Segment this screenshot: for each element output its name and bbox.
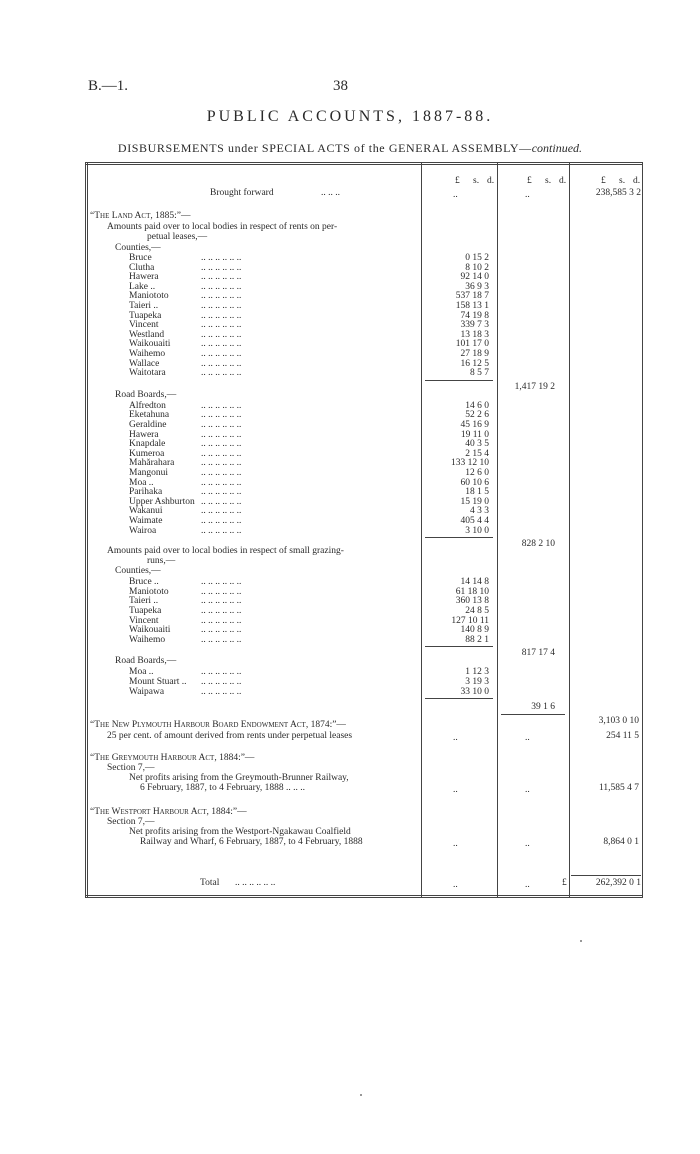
road-board-amount: 4 3 3 (470, 506, 489, 517)
leader-dots: .. .. .. .. .. .. (201, 320, 242, 331)
leader-dots: .. .. .. .. .. .. (201, 410, 242, 421)
grazing-road-board-amount: 33 10 0 (460, 686, 489, 697)
grazing-county-name: Bruce .. (129, 577, 159, 588)
disbursements-table (85, 162, 643, 898)
leader-dots: .. .. .. .. .. .. (201, 606, 242, 616)
total-currency-symbol: £ (562, 878, 567, 888)
total-dots: .. .. .. .. .. .. (235, 878, 276, 888)
county-name: Clutha (129, 262, 155, 273)
grazing-road-board-name: Waipawa (129, 686, 165, 697)
county-amount: 101 17 0 (455, 339, 489, 350)
leader-dots: .. .. .. .. .. .. (201, 577, 242, 588)
grazing-counties-label: Counties,— (115, 566, 161, 577)
leader-dots: .. .. .. .. .. .. (201, 349, 242, 359)
county-name: Hawera (129, 272, 159, 283)
grazing-road-board-amount: 3 19 3 (465, 677, 489, 687)
grazing-county-name: Tuapeka (129, 606, 162, 616)
road-board-name: Hawera (129, 429, 159, 440)
road-board-name: Eketahuna (129, 410, 170, 421)
leader-dots: .. .. .. .. .. .. (201, 487, 242, 498)
leader-dots: .. .. .. .. .. .. (201, 368, 242, 379)
leader-dots: .. .. .. .. .. .. (201, 400, 242, 411)
grazing-county-amount: 88 2 1 (465, 634, 489, 645)
leader-dots: .. .. .. .. .. .. (201, 262, 242, 273)
grazing-county-amount: 24 8 5 (465, 606, 489, 616)
subtotal-rule (425, 537, 493, 538)
road-board-name: Geraldine (129, 420, 167, 430)
leader-dots: .. .. .. .. .. .. (201, 468, 242, 478)
page-reference: B.—1. (88, 78, 129, 94)
table-right-border (642, 162, 643, 898)
leader-dots: .. .. .. .. .. .. (201, 291, 242, 302)
grand-total: 262,392 0 1 (595, 878, 641, 888)
brought-forward-col1: .. (453, 190, 458, 200)
county-amount: 74 19 8 (460, 310, 489, 321)
leader-dots: .. .. .. .. .. .. (201, 448, 242, 459)
road-board-amount: 60 10 6 (460, 477, 489, 488)
leader-dots: .. .. .. .. .. .. (201, 677, 242, 687)
column-header-pence: d. (633, 176, 641, 186)
column-header-pence: d. (487, 176, 495, 186)
greymouth-period: 6 February, 1887, to 4 February, 1888 .. .. .. (140, 783, 305, 794)
column-header-pounds: £ (601, 176, 606, 186)
leader-dots: .. .. .. .. .. .. (201, 329, 242, 340)
county-amount: 339 7 3 (460, 320, 489, 331)
greymouth-amount: 11,585 4 7 (598, 783, 639, 794)
subtitle-continued: continued. (531, 141, 583, 155)
westport-period: Railway and Wharf, 6 February, 1887, to 4 February, 1888 (140, 837, 363, 848)
westport-amount: 8,864 0 1 (603, 837, 639, 848)
leader-dots: .. .. .. .. .. .. (201, 281, 242, 292)
leader-dots: .. .. .. .. .. .. (201, 253, 242, 263)
county-amount: 8 10 2 (465, 262, 489, 273)
county-amount: 13 18 3 (460, 329, 489, 340)
counties-subtotal: 1,417 19 2 (514, 381, 555, 392)
column-header-pounds: £ (527, 176, 532, 186)
grazing-road-board-amount: 1 12 3 (465, 667, 489, 678)
land-act-total: 3,103 0 10 (598, 716, 639, 727)
total-col2: .. (525, 880, 530, 890)
leader-dots: .. .. .. .. .. .. (201, 339, 242, 350)
road-board-amount: 52 2 6 (465, 410, 489, 421)
road-board-amount: 19 11 0 (460, 429, 489, 440)
grazing-description: Amounts paid over to local bodies in respect of small grazing- (107, 546, 344, 557)
grazing-county-amount: 140 8 9 (460, 625, 489, 636)
brought-forward-label: Brought forward (210, 188, 274, 198)
county-name: Maniototo (129, 291, 169, 302)
leader-dots: .. .. .. .. .. .. (201, 667, 242, 678)
column-header-shillings: s. (619, 176, 626, 186)
road-board-amount: 405 4 4 (460, 516, 489, 526)
county-amount: 537 18 7 (455, 291, 489, 302)
grazing-county-name: Maniototo (129, 586, 169, 597)
grazing-road-boards-label: Road Boards,— (115, 656, 177, 667)
leader-dots: .. .. .. .. .. .. (201, 439, 242, 450)
leader-dots: .. .. .. .. .. .. (201, 586, 242, 597)
total-rule (571, 875, 641, 876)
subtitle-main: DISBURSEMENTS under SPECIAL ACTS of the GENERAL ASSEMBLY— (117, 141, 532, 155)
leader-dots: .. .. .. .. .. .. (201, 420, 242, 430)
total-col1: .. (453, 880, 458, 890)
grazing-county-name: Waikouaiti (129, 625, 171, 636)
subtotal-rule (425, 380, 493, 381)
column-header-pence: d. (559, 176, 567, 186)
column-header-shillings: s. (473, 176, 480, 186)
leader-dots: .. .. .. .. .. .. (201, 506, 242, 517)
leader-dots: .. .. .. .. .. .. (201, 615, 242, 626)
brought-forward-total: 238,585 3 2 (595, 188, 641, 198)
brought-forward-dots: .. .. .. (321, 188, 340, 198)
grazing-road-boards-subtotal: 39 1 6 (531, 702, 555, 713)
road-board-amount: 133 12 10 (451, 458, 489, 469)
county-amount: 8 5 7 (470, 368, 489, 379)
grazing-road-board-name: Moa .. (129, 667, 154, 678)
page-subtitle (0, 141, 700, 156)
leader-dots: .. .. .. .. .. .. (201, 516, 242, 526)
road-boards-label: Road Boards,— (115, 389, 177, 400)
page-number: 38 (333, 78, 348, 94)
new-plymouth-col2: .. (525, 733, 530, 744)
leader-dots: .. .. .. .. .. .. (201, 634, 242, 645)
westport-col1: .. (453, 839, 458, 850)
county-amount: 16 12 5 (460, 358, 489, 369)
road-boards-subtotal: 828 2 10 (521, 539, 555, 550)
county-name: Lake .. (129, 281, 156, 292)
grazing-county-name: Vincent (129, 615, 159, 626)
table-left-border-inner (87, 162, 88, 898)
total-label: Total (200, 878, 220, 888)
road-board-name: Parihaka (129, 487, 163, 498)
road-board-name: Mangonui (129, 468, 169, 478)
subtotal-rule (425, 646, 493, 647)
westport-col2: .. (525, 839, 530, 850)
road-board-amount: 12 6 0 (465, 468, 489, 478)
county-name: Tuapeka (129, 310, 162, 321)
leader-dots: .. .. .. .. .. .. (201, 301, 242, 311)
county-name: Waihemo (129, 349, 166, 359)
road-board-name: Wairoa (129, 525, 157, 536)
county-name: Waikouaiti (129, 339, 171, 350)
leader-dots: .. .. .. .. .. .. (201, 625, 242, 636)
road-board-name: Alfredton (129, 400, 166, 411)
scan-speck (360, 1094, 362, 1096)
county-amount: 0 15 2 (465, 253, 489, 263)
grazing-road-board-name: Mount Stuart .. (129, 677, 187, 687)
column-rule (497, 162, 498, 898)
greymouth-description: Net profits arising from the Greymouth-Brunner Railway, (129, 773, 349, 784)
new-plymouth-description: 25 per cent. of amount derived from rents under perpetual leases (107, 731, 353, 742)
grazing-county-name: Taieri .. (129, 596, 159, 607)
leader-dots: .. .. .. .. .. .. (201, 272, 242, 283)
county-name: Bruce (129, 253, 152, 263)
grazing-county-amount: 14 14 8 (460, 577, 489, 588)
leader-dots: .. .. .. .. .. .. (201, 358, 242, 369)
land-act-heading: “The Land Act, 1885:”— (90, 211, 191, 221)
table-top-border (85, 162, 643, 163)
road-board-name: Knapdale (129, 439, 166, 450)
county-name: Westland (129, 329, 165, 340)
westport-section: Section 7,— (107, 817, 155, 828)
county-name: Waitotara (129, 368, 166, 379)
road-board-name: Upper Ashburton (129, 496, 195, 507)
grazing-county-amount: 360 13 8 (455, 596, 489, 607)
leader-dots: .. .. .. .. .. .. (201, 496, 242, 507)
grazing-counties-subtotal: 817 17 4 (521, 648, 555, 659)
leader-dots: .. .. .. .. .. .. (201, 477, 242, 488)
westport-heading: “The Westport Harbour Act, 1884:”— (90, 807, 247, 818)
page-title: PUBLIC ACCOUNTS, 1887-88. (206, 108, 494, 125)
county-name: Vincent (129, 320, 159, 331)
land-act-description-cont: petual leases,— (147, 232, 208, 242)
road-board-name: Wakanui (129, 506, 163, 517)
new-plymouth-heading: “The New Plymouth Harbour Board Endowment Act, 1874:”— (90, 720, 346, 731)
leader-dots: .. .. .. .. .. .. (201, 525, 242, 536)
road-board-name: Mahărahara (129, 458, 175, 469)
road-board-name: Kumeroa (129, 448, 165, 459)
road-board-amount: 15 19 0 (460, 496, 489, 507)
county-amount: 158 13 1 (455, 301, 489, 311)
table-left-border (85, 162, 86, 898)
greymouth-col1: .. (453, 785, 458, 796)
road-board-amount: 18 1 5 (465, 487, 489, 498)
new-plymouth-col1: .. (453, 733, 458, 744)
table-bottom-border-inner (85, 895, 643, 896)
table-top-border-inner (85, 164, 643, 165)
scan-speck (580, 940, 582, 942)
leader-dots: .. .. .. .. .. .. (201, 596, 242, 607)
column-rule (569, 162, 570, 898)
brought-forward-col2: .. (525, 190, 530, 200)
road-board-name: Moa .. (129, 477, 154, 488)
road-board-amount: 2 15 4 (465, 448, 489, 459)
county-name: Wallace (129, 358, 160, 369)
grazing-county-amount: 61 18 10 (455, 586, 489, 597)
leader-dots: .. .. .. .. .. .. (201, 429, 242, 440)
counties-label: Counties,— (115, 243, 161, 253)
road-board-amount: 14 6 0 (465, 400, 489, 411)
land-act-description: Amounts paid over to local bodies in respect of rents on per- (107, 222, 338, 232)
westport-description: Net profits arising from the Westport-Ngakawau Coalfield (129, 827, 351, 838)
new-plymouth-amount: 254 11 5 (606, 731, 639, 742)
greymouth-section: Section 7,— (107, 763, 155, 774)
leader-dots: .. .. .. .. .. .. (201, 686, 242, 697)
subtotal-rule (425, 698, 493, 699)
county-amount: 27 18 9 (460, 349, 489, 359)
column-rule (421, 162, 422, 898)
road-board-amount: 45 16 9 (460, 420, 489, 430)
road-board-amount: 3 10 0 (465, 525, 489, 536)
road-board-name: Waimate (129, 516, 163, 526)
grazing-description-cont: runs,— (147, 556, 176, 567)
table-bottom-border (85, 897, 643, 898)
county-amount: 92 14 0 (460, 272, 489, 283)
greymouth-col2: .. (525, 785, 530, 796)
county-name: Taieri .. (129, 301, 159, 311)
leader-dots: .. .. .. .. .. .. (201, 458, 242, 469)
column-header-shillings: s. (545, 176, 552, 186)
subtotal-rule (501, 714, 565, 715)
county-amount: 36 9 3 (465, 281, 489, 292)
leader-dots: .. .. .. .. .. .. (201, 310, 242, 321)
grazing-county-amount: 127 10 11 (451, 615, 489, 626)
grazing-county-name: Waihemo (129, 634, 166, 645)
column-header-pounds: £ (455, 176, 460, 186)
greymouth-heading: “The Greymouth Harbour Act, 1884:”— (90, 753, 255, 764)
road-board-amount: 40 3 5 (465, 439, 489, 450)
